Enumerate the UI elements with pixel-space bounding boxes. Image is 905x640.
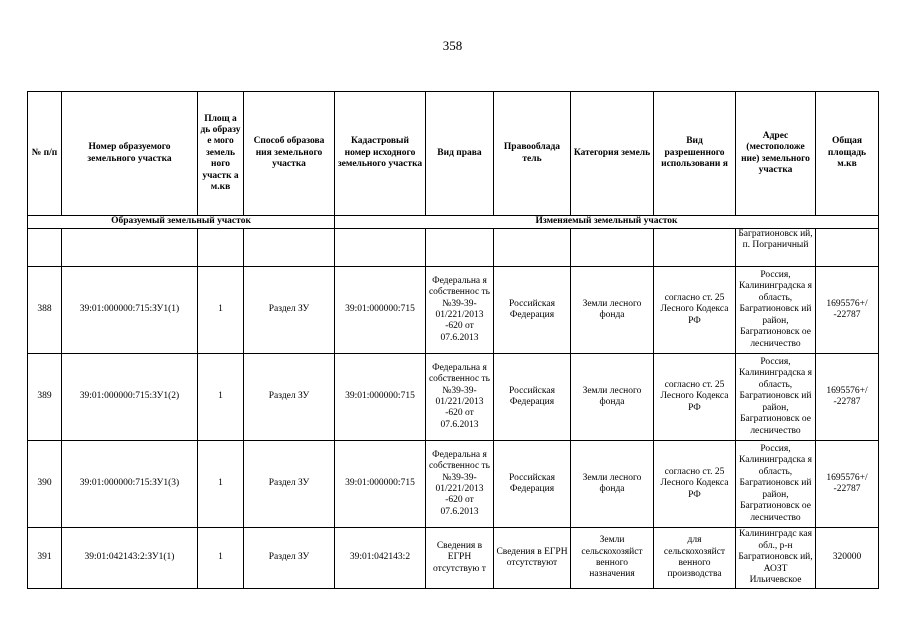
row-address: Калининградс кая обл., р-н Багратионовск ий, АОЗТ Ильичевское xyxy=(736,528,816,589)
row-method: Раздел ЗУ xyxy=(244,441,335,528)
row-method: Раздел ЗУ xyxy=(244,528,335,589)
row-use: согласно ст. 25 Лесного Кодекса РФ xyxy=(654,267,736,354)
row-owner: Российская Федерация xyxy=(494,441,571,528)
section-row xyxy=(28,216,879,229)
header-area: Площ а дь образу е мого земель ного участк а м.кв xyxy=(198,92,244,216)
row-address: Россия, Калининградска я область, Багратионовск ий район, Багратионовск ое лесничество xyxy=(736,354,816,441)
row-right: Сведения в ЕГРН отсутствую т xyxy=(426,528,494,589)
table-cell xyxy=(571,229,654,267)
section-formed-plot: Образуемый земельный участок xyxy=(28,216,335,229)
row-cadastral: 39:01:000000:715 xyxy=(335,267,426,354)
row-method: Раздел ЗУ xyxy=(244,354,335,441)
row-category: Земли лесного фонда xyxy=(571,267,654,354)
row-area: 1 xyxy=(198,354,244,441)
row-plot-number: 39:01:042143:2:ЗУ1(1) xyxy=(62,528,198,589)
row-address: Россия, Калининградска я область, Багратионовск ий район, Багратионовск ое лесничество xyxy=(736,441,816,528)
land-plots-table xyxy=(27,91,879,589)
row-plot-number: 39:01:000000:715:ЗУ1(1) xyxy=(62,267,198,354)
row-address: Россия, Калининградска я область, Багратионовск ий район, Багратионовск ое лесничество xyxy=(736,267,816,354)
page-number: 358 xyxy=(442,38,463,53)
header-land-category: Категория земель xyxy=(571,92,654,216)
table-cell xyxy=(426,229,494,267)
table-cell xyxy=(198,229,244,267)
header-row xyxy=(28,92,879,216)
row-cadastral: 39:01:042143:2 xyxy=(335,528,426,589)
row-category: Земли сельскохозяйст венного назначения xyxy=(571,528,654,589)
row-cadastral: 39:01:000000:715 xyxy=(335,441,426,528)
row-area: 1 xyxy=(198,528,244,589)
row-num: 388 xyxy=(28,267,62,354)
table-cell xyxy=(654,229,736,267)
header-num: № п/п xyxy=(28,92,62,216)
header-owner: Правооблада тель xyxy=(494,92,571,216)
table-cell xyxy=(62,229,198,267)
header-permitted-use: Вид разрешенного использовани я xyxy=(654,92,736,216)
table-row xyxy=(28,441,879,528)
table-row xyxy=(28,267,879,354)
table-cell xyxy=(335,229,426,267)
continuation-address: Багратионовск ий, п. Пограничный xyxy=(736,229,816,267)
row-total: 1695576+/ -22787 xyxy=(816,354,879,441)
row-plot-number: 39:01:000000:715:ЗУ1(2) xyxy=(62,354,198,441)
row-area: 1 xyxy=(198,267,244,354)
table-row xyxy=(28,528,879,589)
section-changed-plot: Изменяемый земельный участок xyxy=(335,216,879,229)
table-cell xyxy=(816,229,879,267)
continuation-row xyxy=(28,229,879,267)
row-plot-number: 39:01:000000:715:ЗУ1(3) xyxy=(62,441,198,528)
row-use: согласно ст. 25 Лесного Кодекса РФ xyxy=(654,354,736,441)
table-cell xyxy=(244,229,335,267)
row-num: 390 xyxy=(28,441,62,528)
header-plot-number: Номер образуемого земельного участка xyxy=(62,92,198,216)
row-total: 1695576+/ -22787 xyxy=(816,441,879,528)
row-category: Земли лесного фонда xyxy=(571,441,654,528)
row-num: 391 xyxy=(28,528,62,589)
header-right-type: Вид права xyxy=(426,92,494,216)
row-owner: Сведения в ЕГРН отсутствуют xyxy=(494,528,571,589)
row-right: Федеральна я собственнос ть №39-39-01/221/2013 -620 от 07.6.2013 xyxy=(426,354,494,441)
header-formation-method: Способ образова ния земельного участка xyxy=(244,92,335,216)
header-address: Адрес (местоположе ние) земельного участка xyxy=(736,92,816,216)
row-owner: Российская Федерация xyxy=(494,354,571,441)
row-area: 1 xyxy=(198,441,244,528)
row-use: согласно ст. 25 Лесного Кодекса РФ xyxy=(654,441,736,528)
row-category: Земли лесного фонда xyxy=(571,354,654,441)
row-right: Федеральна я собственнос ть №39-39-01/221/2013 -620 от 07.6.2013 xyxy=(426,441,494,528)
table-cell xyxy=(494,229,571,267)
header-total-area: Общая площадь м.кв xyxy=(816,92,879,216)
row-num: 389 xyxy=(28,354,62,441)
row-cadastral: 39:01:000000:715 xyxy=(335,354,426,441)
row-total: 320000 xyxy=(816,528,879,589)
table-row xyxy=(28,354,879,441)
table-cell xyxy=(28,229,62,267)
row-owner: Российская Федерация xyxy=(494,267,571,354)
row-method: Раздел ЗУ xyxy=(244,267,335,354)
row-right: Федеральна я собственнос ть №39-39-01/221/2013 -620 от 07.6.2013 xyxy=(426,267,494,354)
row-use: для сельскохозяйст венного производства xyxy=(654,528,736,589)
header-cadastral-number: Кадастровый номер исходного земельного участка xyxy=(335,92,426,216)
row-total: 1695576+/ -22787 xyxy=(816,267,879,354)
